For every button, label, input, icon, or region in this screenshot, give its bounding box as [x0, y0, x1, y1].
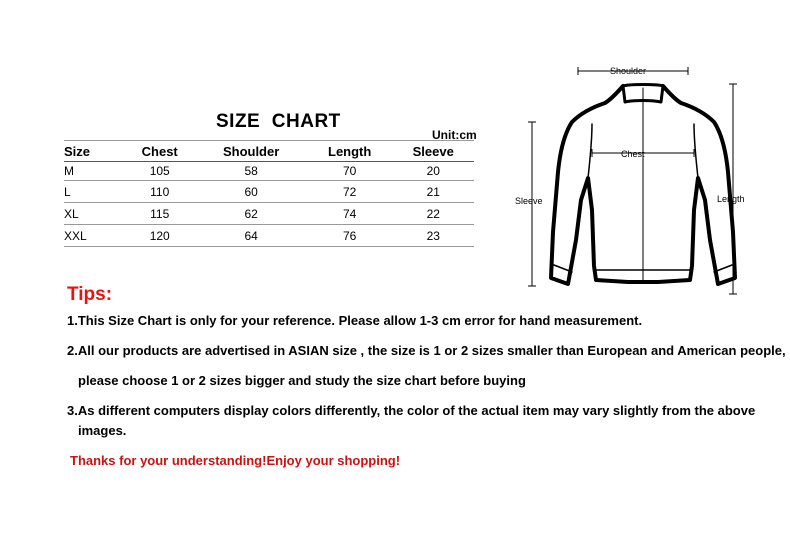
column-header-sleeve: Sleeve [393, 141, 475, 162]
column-header-chest: Chest [124, 141, 195, 162]
tip-3-line-1: 3.As different computers display colors differently, the color of the actual item may vary slightly from the above [67, 403, 756, 418]
table-row [64, 162, 474, 181]
table-cell: 21 [393, 181, 475, 203]
unit-label: Unit:cm [432, 128, 477, 142]
garment-diagram [510, 60, 770, 300]
table-cell: 64 [195, 225, 306, 247]
table-cell: 20 [393, 162, 475, 181]
chest-label: Chest [621, 149, 645, 159]
table-row [64, 225, 474, 247]
table-cell: 105 [124, 162, 195, 181]
column-header-size: Size [64, 141, 124, 162]
table-cell: 72 [307, 181, 393, 203]
table-cell: 120 [124, 225, 195, 247]
table-cell: 60 [195, 181, 306, 203]
table-cell: 76 [307, 225, 393, 247]
shoulder-label: Shoulder [610, 66, 647, 76]
table-cell: 62 [195, 203, 306, 225]
size-table [64, 140, 474, 247]
table-cell: 58 [195, 162, 306, 181]
sleeve-label: Sleeve [515, 196, 543, 206]
thanks-message: Thanks for your understanding!Enjoy your shopping! [70, 453, 401, 468]
tip-2-line-2: please choose 1 or 2 sizes bigger and study the size chart before buying [78, 373, 526, 388]
tips-heading: Tips: [67, 284, 113, 305]
table-row [64, 203, 474, 225]
table-cell: XXL [64, 225, 124, 247]
tip-1: 1.This Size Chart is only for your reference. Please allow 1-3 cm error for hand measurement. [67, 313, 643, 328]
table-cell: 115 [124, 203, 195, 225]
table-cell: M [64, 162, 124, 181]
size-chart-title: SIZE CHART [216, 111, 341, 132]
table-cell: 23 [393, 225, 475, 247]
column-header-length: Length [307, 141, 393, 162]
tip-3-line-2: images. [78, 423, 127, 438]
jacket-outline [551, 85, 735, 285]
table-cell: 74 [307, 203, 393, 225]
table-cell: 70 [307, 162, 393, 181]
table-cell: XL [64, 203, 124, 225]
column-header-shoulder: Shoulder [195, 141, 306, 162]
table-cell: 110 [124, 181, 195, 203]
table-cell: 22 [393, 203, 475, 225]
table-cell: L [64, 181, 124, 203]
table-header-row [64, 141, 474, 162]
length-label: Length [717, 194, 745, 204]
table-row [64, 181, 474, 203]
tip-2-line-1: 2.All our products are advertised in ASIAN size , the size is 1 or 2 sizes smaller than European and American people, [67, 343, 786, 358]
